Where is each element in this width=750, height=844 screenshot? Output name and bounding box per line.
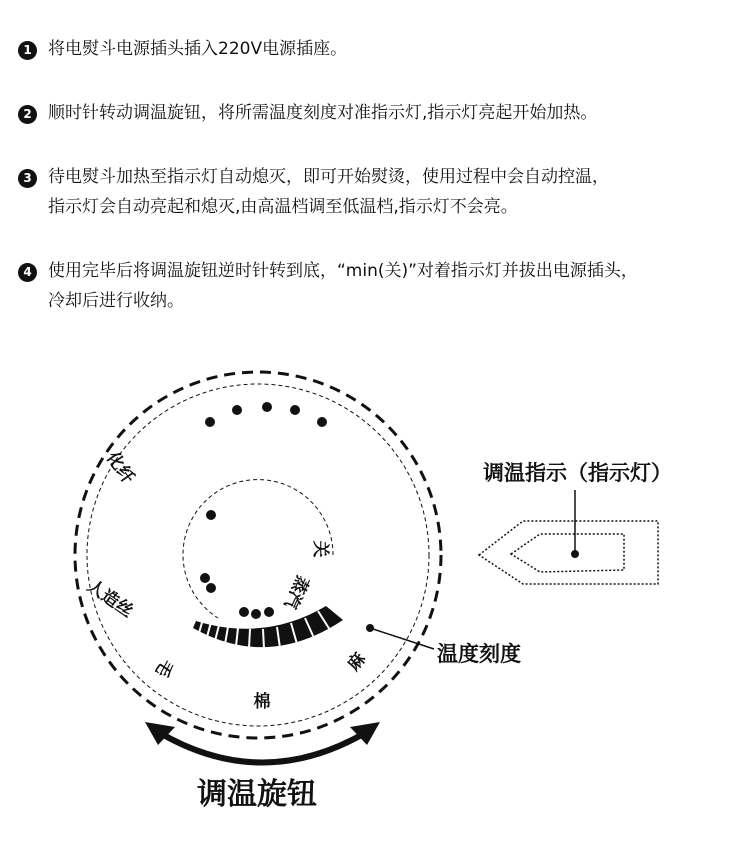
dot — [290, 405, 300, 415]
dot — [200, 573, 210, 583]
dot — [239, 607, 249, 617]
callout-knob: 调温旋钮 — [197, 777, 317, 812]
step-number-3-badge: 3 — [18, 169, 37, 188]
dot — [232, 405, 242, 415]
step-4-text-line-2: 冷却后进行收纳。 — [48, 291, 184, 311]
rotation-arrow — [145, 722, 380, 763]
dot — [317, 417, 327, 427]
step-number-2-badge: 2 — [18, 105, 37, 124]
rotation-arc — [160, 733, 365, 763]
callout-indicator: 调温指示（指示灯） — [483, 461, 672, 485]
step-1-text: 将电熨斗电源插头插入220V电源插座。 — [48, 39, 348, 59]
dot — [206, 510, 216, 520]
dot — [205, 417, 215, 427]
step-2-text: 顺时针转动调温旋钮，将所需温度刻度对准指示灯,指示灯亮起开始加热。 — [48, 103, 598, 123]
label-chemical-fiber: 化纤 — [102, 448, 138, 488]
dot — [262, 402, 272, 412]
lamp-outer-outline — [479, 521, 658, 584]
indicator-lamp-shape — [479, 490, 658, 584]
label-off: 关 — [310, 540, 330, 558]
label-cotton: 棉 — [253, 692, 271, 712]
step-number-1-badge: 1 — [18, 41, 37, 60]
step-3-text-line-1: 待电熨斗加热至指示灯自动熄灭，即可开始熨烫，使用过程中会自动控温， — [48, 167, 609, 187]
label-steam: 蒸汽 — [279, 572, 313, 612]
top-dots — [205, 402, 327, 427]
label-linen: 麻 — [343, 649, 371, 675]
dot — [206, 583, 216, 593]
step-number-4-badge: 4 — [18, 263, 37, 282]
label-rayon: 人造丝 — [83, 576, 137, 622]
step-4-text-line-1: 使用完毕后将调温旋钮逆时针转到底，“min(关)”对着指示灯并拔出电源插头， — [48, 261, 638, 281]
inner-dots — [200, 510, 274, 619]
callout-temperature-scale: 温度刻度 — [437, 642, 521, 666]
lamp-inner-outline — [511, 534, 624, 572]
indicator-light-dot — [571, 550, 579, 558]
dot — [251, 609, 261, 619]
dot — [264, 607, 274, 617]
dial-inner-thin-dashed-ring — [87, 384, 429, 726]
step-3-text-line-2: 指示灯会自动亮起和熄灭,由高温档调至低温档,指示灯不会亮。 — [48, 197, 518, 217]
dial-outer-dashed-ring — [75, 372, 441, 738]
label-wool: 毛 — [150, 655, 178, 681]
